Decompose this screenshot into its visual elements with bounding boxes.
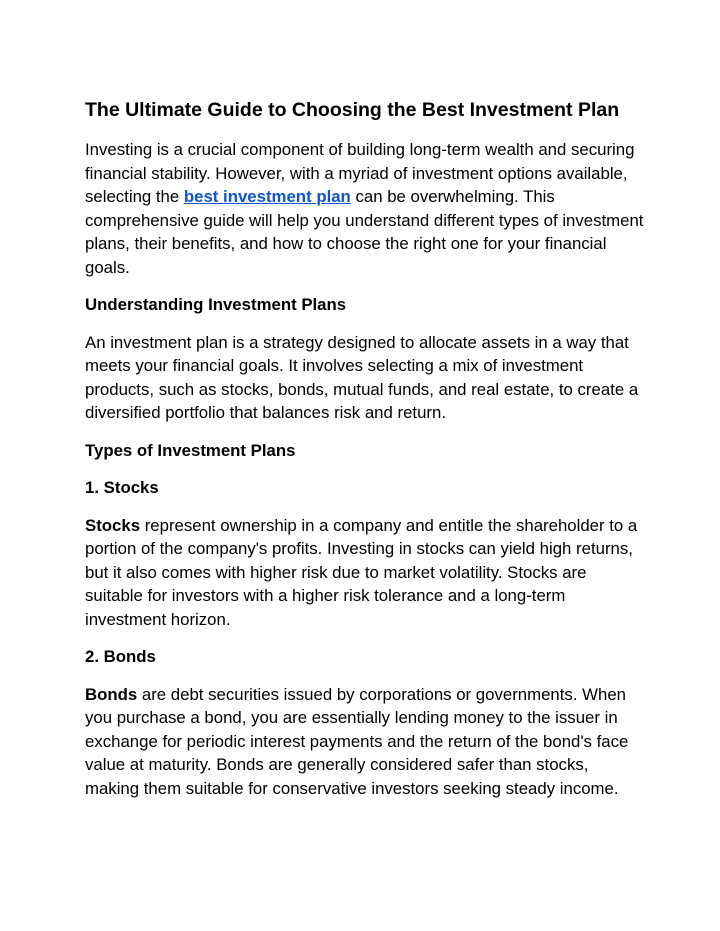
best-investment-plan-link[interactable]: best investment plan [183, 187, 351, 206]
bonds-heading: 2. Bonds [85, 647, 156, 666]
bonds-term: Bonds [85, 684, 138, 704]
bonds-body: are debt securities issued by corporations or governments. When you purchase a bond, you are essentially lending money to the issuer in exchange for periodic interest payments and the return of the bond's face value at maturity. Bonds are generally considered safer than stocks, making them suitable for conservative investors seeking steady income. [85, 684, 629, 798]
understanding-paragraph: An investment plan is a strategy designed to allocate assets in a way that meets your financial goals. It involves selecting a mix of investment products, such as stocks, bonds, mutual funds, and real estate, to create a diversified portfolio that balances risk and return. [85, 332, 639, 422]
stocks-term: Stocks [85, 515, 141, 535]
stocks-paragraph [85, 514, 645, 632]
intro-text-before-link: Investing is a crucial component of building long-term wealth and securing financial stability. However, with a myriad of investment options available, selecting the [85, 140, 635, 206]
stocks-body: represent ownership in a company and entitle the shareholder to a portion of the company's profits. Investing in stocks can yield high returns, but it also comes with higher risk due to market volatility. Stocks are suitable for investors with a higher risk tolerance and a long-term investment horizon. [85, 515, 638, 629]
intro-text-after-link: can be overwhelming. This comprehensive guide will help you understand different types of investment plans, their benefits, and how to choose the right one for your financial goals. [85, 187, 644, 277]
understanding-heading: Understanding Investment Plans [85, 295, 347, 314]
stocks-heading: 1. Stocks [85, 478, 159, 497]
types-heading: Types of Investment Plans [85, 440, 296, 460]
document-page [85, 96, 645, 800]
bonds-paragraph [85, 683, 645, 801]
document-title: The Ultimate Guide to Choosing the Best Investment Plan [85, 99, 620, 121]
intro-paragraph [85, 138, 645, 279]
